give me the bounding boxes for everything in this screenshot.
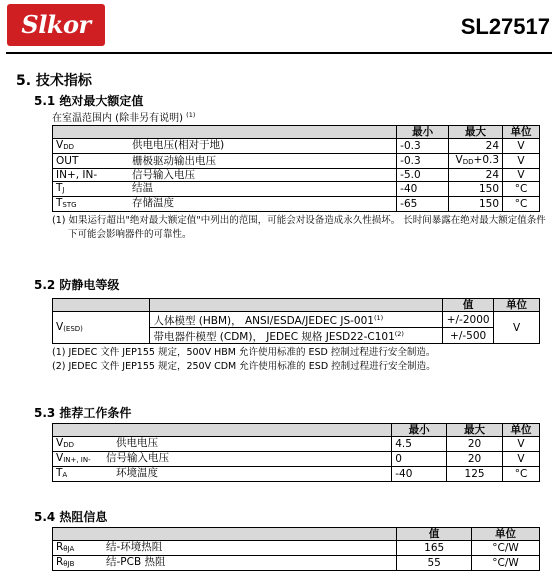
max-cell: 20 [447,452,503,467]
abs-max-table [52,125,540,212]
symbol-sub: θJA [63,545,75,553]
unit-cell: °C [503,182,540,197]
param-cell [53,541,397,556]
footnote: (2) JEDEC 文件 JEP155 规定，250V CDM 允许使用标准的 ESD 控制过程进行安全制造。 [52,361,436,372]
table-row [53,467,540,482]
min-cell: -40 [397,182,449,197]
header-blank [53,424,392,437]
desc-cell [150,328,443,344]
symbol: IN+, IN- [56,169,98,181]
unit-cell: °C [503,467,540,482]
table-row [53,437,540,452]
header-value: 值 [397,528,472,541]
section-5-3-title: 5.3 推荐工作条件 [34,406,132,420]
symbol: R [56,541,64,553]
symbol: V [56,320,64,333]
description: 供电电压 [116,437,158,449]
unit-cell: V [503,169,540,182]
description: 结-环境热阻 [106,541,163,553]
section-5-2-title: 5.2 防静电等级 [34,278,120,292]
value-cell: 165 [397,541,472,556]
param-cell [53,197,397,212]
header-unit: 单位 [503,126,540,139]
param-cell [53,169,397,182]
description: 存储温度 [132,197,174,209]
value-cell: +/-500 [443,328,494,344]
logo-text: Slkor [21,10,91,39]
table-row [53,154,540,169]
table-row [53,452,540,467]
param-cell [53,139,397,154]
section-5-1-title: 5.1 绝对最大额定值 [34,94,144,108]
symbol-sub: J [62,186,65,194]
max-cell [449,154,503,169]
part-number: SL27517 [460,14,550,39]
max-cell: 150 [449,197,503,212]
footnote-ref: (2) [394,330,404,338]
section-5-title: 5. 技术指标 [16,73,92,89]
desc-cell [150,312,443,328]
min-cell: -0.3 [397,139,449,154]
param-cell [53,452,392,467]
header-blank [53,126,397,139]
header-unit: 单位 [494,299,540,312]
min-cell: 0 [392,452,447,467]
value-cell: +/-2000 [443,312,494,328]
value-cell: 55 [397,556,472,571]
unit-cell: V [503,437,540,452]
table-header-row [53,299,540,312]
min-cell: 4.5 [392,437,447,452]
symbol-cell [53,312,150,344]
max-cell: 150 [449,182,503,197]
header-max: 最大 [447,424,503,437]
symbol-sub: θJB [63,560,75,568]
table-header-row [53,424,540,437]
description: 结-PCB 热阻 [106,556,166,568]
min-cell: -5.0 [397,169,449,182]
footnote: (1) JEDEC 文件 JEP155 规定，500V HBM 允许使用标准的 ESD 控制过程进行安全制造。 [52,347,436,358]
description: 信号输入电压 [106,452,169,464]
description: 环境温度 [116,467,158,479]
param-cell [53,556,397,571]
symbol: R [56,556,64,568]
param-cell [53,437,392,452]
param-cell [53,467,392,482]
symbol-sub: IN+, IN- [63,456,91,464]
symbol: V [56,452,64,464]
description: 人体模型 (HBM)， ANSI/ESDA/JEDEC JS-001 [153,315,374,327]
param-cell [53,182,397,197]
unit-cell: °C [503,197,540,212]
header-blank [150,299,443,312]
symbol: T [56,197,63,209]
subtitle-text: 在室温范围内 (除非另有说明) [52,113,183,124]
header-unit: 单位 [503,424,540,437]
section-5-1-subtitle [52,109,195,125]
description: 供电电压(相对于地) [132,139,225,151]
description: 带电器件模型 (CDM)， JEDEC 规格 JESD22-C101 [153,331,395,343]
unit-cell: V [494,312,540,344]
table-row [53,169,540,182]
header-max: 最大 [449,126,503,139]
table-header-row [53,528,540,541]
unit-cell: °C/W [472,556,540,571]
symbol: OUT [56,155,79,167]
max-tail: +0.3 [473,154,500,166]
thermal-table [52,527,540,571]
header-unit: 单位 [472,528,540,541]
symbol-sub: DD [63,441,74,449]
slkor-logo [7,4,105,46]
max-cell: 125 [447,467,503,482]
symbol-sub: DD [63,143,74,151]
max-symbol: V [455,154,463,166]
header-value: 值 [443,299,494,312]
footnote-continued: 下可能会影响器件的可靠性。 [68,229,192,240]
unit-cell: V [503,154,540,169]
unit-cell: °C/W [472,541,540,556]
max-cell: 20 [447,437,503,452]
symbol: V [56,437,64,449]
min-cell: -40 [392,467,447,482]
symbol-sub: (ESD) [63,324,83,333]
recommended-conditions-table [52,423,540,482]
symbol: T [56,467,63,479]
header-min: 最小 [397,126,449,139]
min-cell: -65 [397,197,449,212]
max-symbol-sub: DD [462,158,474,166]
esd-table [52,298,540,344]
symbol: V [56,139,64,151]
table-row [53,541,540,556]
max-cell: 24 [449,169,503,182]
symbol-sub: A [62,471,68,479]
section-5-4-title: 5.4 热阻信息 [34,510,108,524]
description: 栅极驱动输出电压 [132,155,216,167]
symbol: T [56,182,63,194]
header-rule [6,52,552,54]
symbol-sub: STG [62,201,77,209]
unit-cell: V [503,452,540,467]
max-cell: 24 [449,139,503,154]
min-cell: -0.3 [397,154,449,169]
table-row [53,556,540,571]
table-row [53,197,540,212]
table-row [53,312,540,328]
footnote: (1) 如果运行超出"绝对最大额定值"中列出的范围，可能会对设备造成永久性损坏。 长时间暴露在绝对最大额定值条件 [52,215,546,226]
param-cell [53,154,397,169]
unit-cell: V [503,139,540,154]
table-row [53,182,540,197]
header-min: 最小 [392,424,447,437]
description: 结温 [132,182,153,194]
description: 信号输入电压 [132,169,195,181]
subtitle-sup: (1) [186,111,196,119]
header-blank [53,528,397,541]
header-blank [53,299,150,312]
table-row [53,139,540,154]
table-header-row [53,126,540,139]
footnote-ref: (1) [373,314,384,322]
page-header [0,0,558,56]
